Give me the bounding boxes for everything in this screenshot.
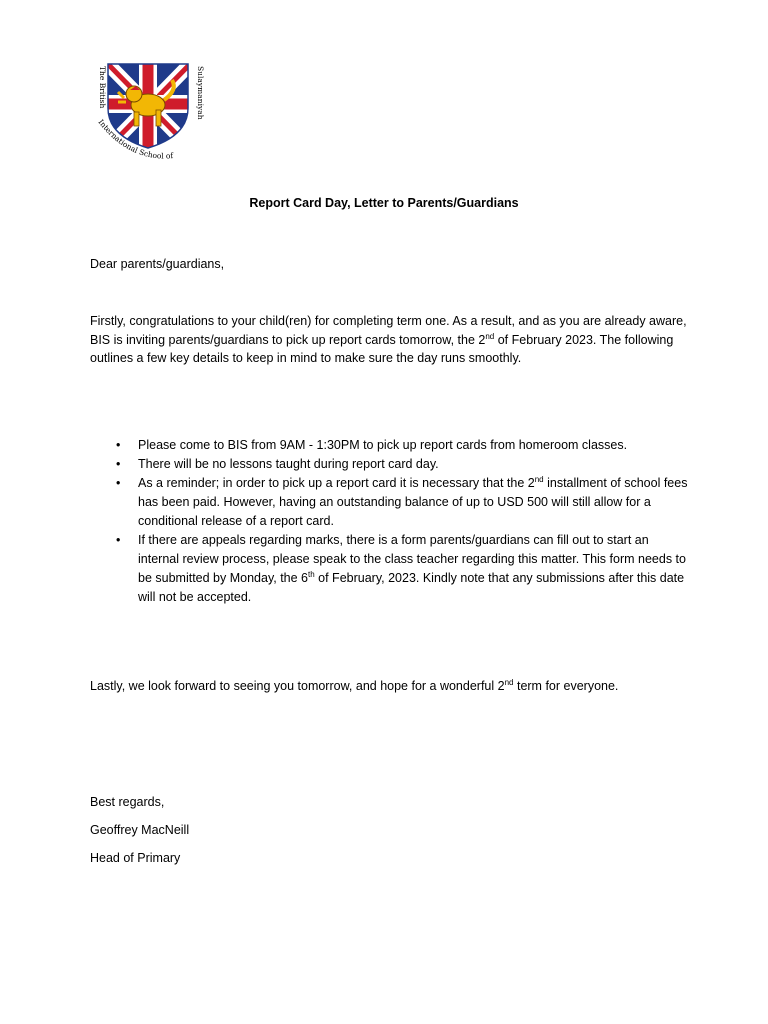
logo-text-bottom: International School of	[96, 117, 174, 161]
school-logo	[84, 60, 218, 170]
closing-paragraph	[90, 677, 690, 696]
list-item	[90, 474, 688, 531]
lion-shield-icon	[84, 60, 218, 170]
list-item-text: If there are appeals regarding marks, there is a form parents/guardians can fill out to start an internal review process, please speak to the class teacher regarding this matter. This form needs to be submitted by Monday, the 6	[138, 533, 686, 585]
closing-text-a: Lastly, we look forward to seeing you tomorrow, and hope for a wonderful 2	[90, 679, 505, 693]
intro-text-a: Firstly, congratulations to your child(ren) for completing term one. As a result, and as you are already aware, BIS is inviting parents/guardians to pick up report cards tomorrow, the 2	[90, 314, 687, 347]
intro-text-b: of February 2023. The following outlines a few key details to keep in mind to make sure the day runs smoothly.	[90, 332, 674, 365]
list-item-ordinal: th	[308, 569, 315, 579]
list-item-ordinal: nd	[534, 474, 544, 484]
bullet-icon: •	[116, 438, 121, 452]
signoff-role: Head of Primary	[90, 851, 181, 865]
logo-text-right: Sulaymaniyah	[196, 66, 205, 120]
bullet-icon: •	[116, 476, 121, 490]
list-item-text: Please come to BIS from 9AM - 1:30PM to pick up report cards from homeroom classes.	[138, 438, 628, 452]
list-item	[90, 455, 688, 474]
list-item	[90, 436, 688, 455]
intro-paragraph	[90, 312, 690, 368]
letter-title: Report Card Day, Letter to Parents/Guardians	[249, 196, 519, 210]
bullet-icon: •	[116, 533, 121, 547]
list-item-text: There will be no lessons taught during report card day.	[138, 457, 439, 471]
bullet-icon: •	[116, 457, 121, 471]
closing-text-b: term for everyone.	[513, 679, 619, 693]
list-item-text: installment of school fees has been paid. However, having an outstanding balance of up to USD 500 will still allow for a conditional release of a report card.	[138, 476, 688, 528]
signoff-regards: Best regards,	[90, 795, 165, 809]
salutation: Dear parents/guardians,	[90, 257, 225, 271]
key-details-list	[90, 436, 688, 607]
list-item-text: of February, 2023. Kindly note that any submissions after this date will not be accepted.	[138, 571, 685, 604]
intro-ordinal: nd	[485, 331, 495, 341]
list-item	[90, 531, 688, 607]
logo-text-left: The British	[98, 66, 107, 109]
signoff-name: Geoffrey MacNeill	[90, 823, 190, 837]
closing-ordinal: nd	[504, 677, 514, 687]
list-item-text: As a reminder; in order to pick up a report card it is necessary that the 2	[138, 476, 535, 490]
